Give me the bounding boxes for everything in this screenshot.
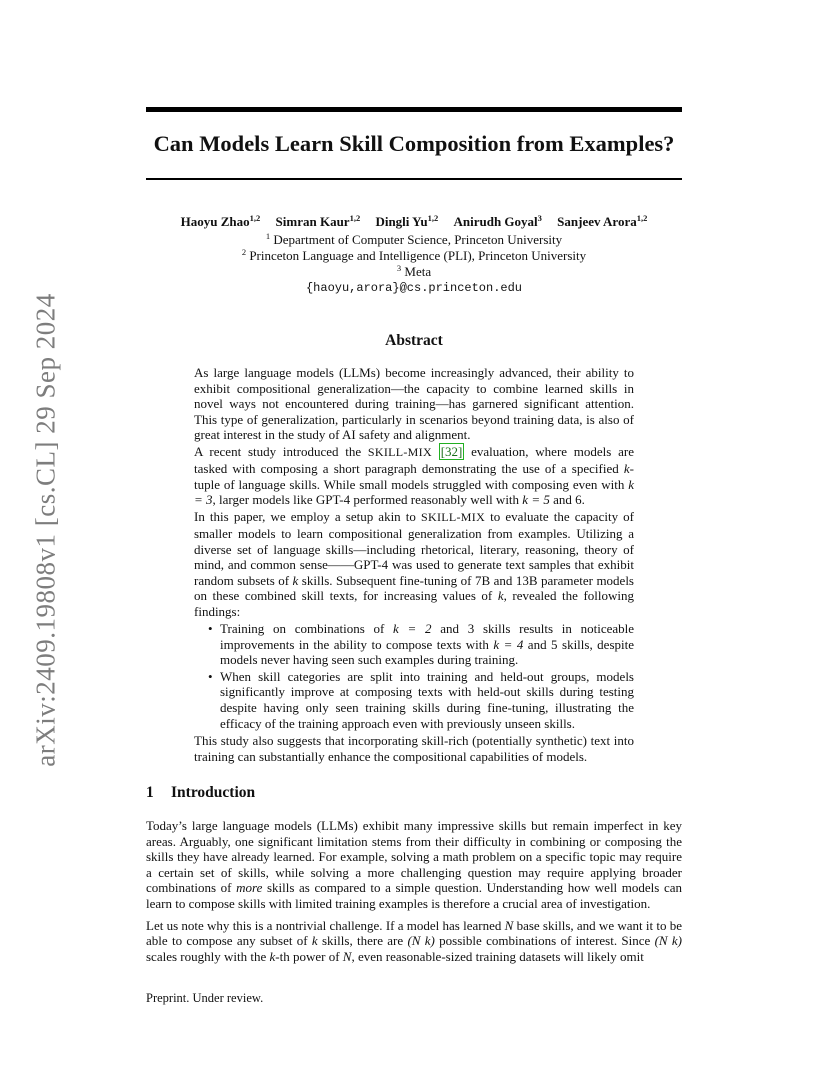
title-top-rule [146, 107, 682, 112]
affiliation: $^1$ Department of Computer Science, Princeton University [265, 231, 563, 247]
author: Simran Kaur$^{1,2}$ [275, 213, 361, 229]
section-heading: 1 Introduction [146, 784, 256, 801]
abstract-heading: Abstract [385, 332, 443, 349]
binomial: (N k) [407, 933, 435, 949]
author-email[interactable]: {haoyu,arora}@cs.princeton.edu [305, 281, 523, 295]
abstract-paragraph: As large language models (LLMs) become increasingly advanced, their ability to exhibit compositional generalization—the capacity to combine learned skills in novel ways not encountered during training—has garnered significant attention. This type of generalization, particularly in scenarios beyond training data, is also of great interest in the study of AI safety and alignment. [194, 365, 634, 443]
author: Dingli Yu$^{1,2}$ [375, 213, 439, 229]
body-paragraph: Today’s large language models (LLMs) exhibit many impressive skills but remain imperfect in key areas. Arguably, one significant limitation stems from their difficulty in combining or composing the skills they have already learned. For example, solving a math problem on a specific topic may require a certain set of skills, while solving a more challenging question may require applying broader combinations of more skills as compared to a simple question. Understanding how well models can learn to compose skills with limited training examples is therefore a crucial area of investigation. [146, 818, 682, 911]
abstract-paragraph: This study also suggests that incorporating skill-rich (potentially synthetic) text into training can substantially enhance the compositional capabilities of models. [194, 733, 634, 764]
abstract-paragraph: A recent study introduced the SKILL-MIX [32] evaluation, where models are tasked with composing a short paragraph demonstrating the use of a specified k-tuple of language skills. While small models struggled with composing even with k = 3, larger models like GPT-4 performed reasonably well with k = 5 and 6. [194, 444, 634, 508]
paper-title: Can Models Learn Skill Composition from Examples? [153, 131, 675, 156]
abstract-paragraph: In this paper, we employ a setup akin to SKILL-MIX to evaluate the capacity of smaller models to learn compositional generalization from examples. Utilizing a diverse set of language skills—including rhetorical, literary, reasoning, theory of mind, and common sense——GPT-4 was used to generate text samples that exhibit random subsets of k skills. Subsequent fine-tuning of 7B and 13B parameter models on these combined skill texts, for increasing values of k, revealed the following findings: [194, 509, 634, 619]
author-list [146, 213, 682, 231]
affiliation: $^3$ Meta [396, 263, 432, 279]
body-paragraph: Let us note why this is a nontrivial challenge. If a model has learned N base skills, and we want it to be able to compose any subset of k skills, there are (N k) possible combinations of interest. Since (N k) scales roughly with the k-th power of N, even reasonable-sized training datasets will likely omit [146, 917, 683, 964]
author: Sanjeev Arora$^{1,2}$ [557, 213, 648, 229]
list-item: • When skill categories are split into training and held-out groups, models significantly improve at composing texts with held-out skills during testing despite having only seen training skills during fine-tuning, illustrating the efficacy of the training approach even with previously unseen skills. [220, 669, 634, 731]
introduction-body [146, 818, 682, 970]
citation-link[interactable]: [32] [440, 444, 463, 460]
findings-list [194, 621, 634, 731]
title-bottom-rule [146, 178, 682, 180]
list-item: • Training on combinations of k = 2 and 3 skills results in noticeable improvements in the ability to compose texts with k = 4 and 5 skills, despite models never having seen such examples during training. [220, 621, 634, 668]
binomial: (N k) [654, 933, 682, 949]
affiliation: $^2$ Princeton Language and Intelligence (PLI), Princeton University [241, 247, 587, 263]
abstract-body [194, 365, 634, 766]
footer-note: Preprint. Under review. [146, 991, 264, 1005]
author: Anirudh Goyal$^3$ [453, 213, 542, 229]
author: Haoyu Zhao$^{1,2}$ [180, 213, 261, 229]
arxiv-stamp: arXiv:2409.19808v1 [cs.CL] 29 Sep 2024 [30, 293, 61, 767]
